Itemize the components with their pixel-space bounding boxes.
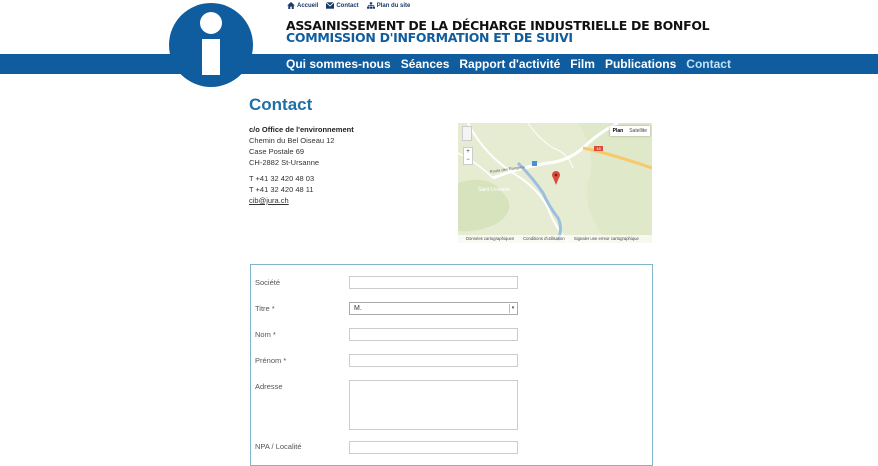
map-road-number: 18 [596, 146, 601, 151]
map-zoom-out-button[interactable]: − [466, 157, 470, 163]
map-zoom-in-button[interactable]: + [466, 149, 470, 155]
titre-label: Titre * [255, 304, 275, 313]
map-terrain [458, 123, 652, 243]
home-icon [287, 2, 295, 9]
sitemap-icon [367, 2, 375, 9]
adresse-label: Adresse [255, 382, 283, 391]
titre-select-value: M. [354, 305, 362, 312]
info-logo-dot [200, 12, 222, 34]
address-city: CH-2882 St-Ursanne [249, 158, 320, 167]
map-terms-link[interactable]: Conditions d'utilisation [523, 236, 565, 241]
nom-label: Nom * [255, 330, 276, 339]
chevron-down-icon: ▾ [509, 304, 516, 313]
address-org: c/o Office de l'environnement [249, 125, 354, 134]
envelope-icon [326, 2, 334, 9]
info-logo-bar [202, 39, 220, 75]
titre-select[interactable] [349, 302, 518, 315]
address-fax: T +41 32 420 48 11 [249, 185, 314, 194]
contact-link-label: Contact [336, 2, 359, 9]
pegman-icon[interactable] [462, 126, 472, 141]
sitemap-link-label: Plan du site [376, 2, 411, 9]
nav-item-film[interactable]: Film [570, 57, 595, 71]
npa-input[interactable] [349, 441, 518, 454]
main-nav [286, 54, 731, 74]
nav-item-qui-sommes-nous[interactable]: Qui sommes-nous [286, 57, 391, 71]
societe-input[interactable] [349, 276, 518, 289]
address-street: Chemin du Bel Oiseau 12 [249, 136, 335, 145]
top-links [287, 2, 410, 9]
home-link-label: Accueil [297, 2, 319, 9]
map-satellite-button[interactable]: Satellite [629, 128, 647, 134]
map-plan-button[interactable]: Plan [612, 128, 624, 134]
nav-item-seances[interactable]: Séances [400, 57, 450, 71]
home-link[interactable] [287, 2, 318, 9]
nav-item-contact[interactable]: Contact [686, 57, 731, 71]
prenom-label: Prénom * [255, 356, 287, 365]
address-phone: T +41 32 420 48 03 [249, 174, 315, 183]
map-road-label: Route des Rangiers [489, 164, 526, 174]
email-link[interactable]: cib@jura.ch [249, 196, 289, 205]
sitemap-link[interactable] [367, 2, 411, 9]
page-title: Contact [249, 95, 313, 114]
societe-label: Société [255, 278, 281, 287]
nav-item-publications[interactable]: Publications [604, 57, 677, 71]
prenom-input[interactable] [349, 354, 518, 367]
adresse-textarea[interactable] [349, 380, 518, 430]
address-box: Case Postale 69 [249, 147, 305, 156]
google-map[interactable] [458, 123, 652, 243]
map-place-label: Saint-Ursanne [478, 187, 510, 193]
npa-label: NPA / Localité [255, 442, 302, 451]
info-logo[interactable] [169, 3, 253, 87]
contact-link[interactable] [326, 2, 358, 9]
map-report-link[interactable]: Signaler une erreur cartographique [573, 236, 639, 241]
site-title-line2: COMMISSION D'INFORMATION ET DE SUIVI [286, 30, 573, 45]
nav-item-rapport[interactable]: Rapport d'activité [459, 57, 561, 71]
map-footer [458, 235, 652, 243]
map-zoom-control [463, 147, 473, 165]
site-title-line1: ASSAINISSEMENT DE LA DÉCHARGE INDUSTRIELLE DE BONFOL [286, 18, 710, 33]
map-data-link[interactable]: Données cartographiques [466, 236, 514, 241]
contact-address [249, 124, 354, 206]
nom-input[interactable] [349, 328, 518, 341]
map-type-control [610, 126, 650, 136]
